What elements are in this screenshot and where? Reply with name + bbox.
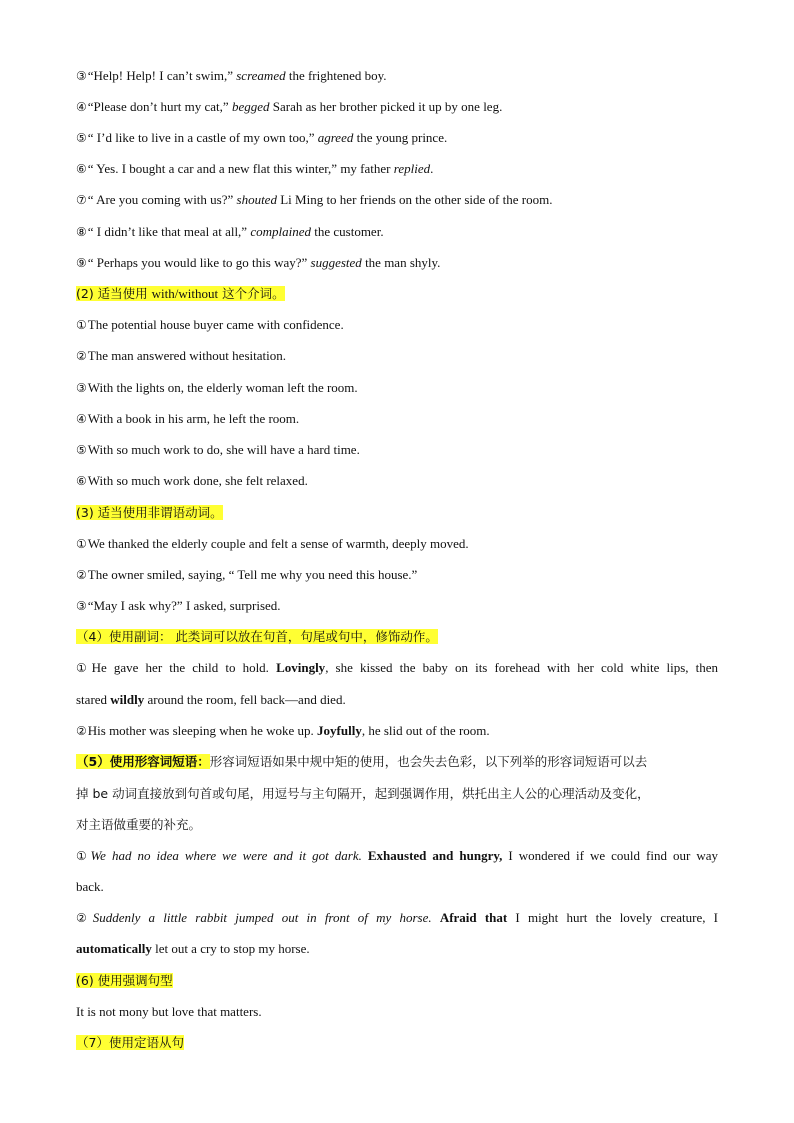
adverb-example-2: ②His mother was sleeping when he woke up. Joyfully, he slid out of the room.	[76, 723, 490, 738]
with-item: ②The man answered without hesitation.	[76, 348, 286, 363]
nonfinite-item: ③“May I ask why?” I asked, surprised.	[76, 598, 281, 613]
adjective-example-1-cont: back.	[76, 879, 104, 894]
dialogue-line: ⑧“ I didn’t like that meal at all,” complained the customer.	[76, 224, 384, 239]
with-item: ④With a book in his arm, he left the room.	[76, 411, 300, 426]
section-heading-6: (6) 使用强调句型	[76, 973, 173, 988]
nonfinite-item: ②The owner smiled, saying, “ Tell me why you need this house.”	[76, 567, 418, 582]
adjective-example-2-cont: automatically let out a cry to stop my horse.	[76, 941, 310, 956]
section-heading-5: （5）使用形容词短语：形容词短语如果中规中矩的使用，也会失去色彩，以下列举的形容词短语可以去	[76, 754, 648, 769]
nonfinite-item: ①We thanked the elderly couple and felt a sense of warmth, deeply moved.	[76, 536, 469, 551]
section-5-text: 对主语做重要的补充。	[76, 817, 202, 832]
section-heading-2: (2) 适当使用 with/without 这个介词。	[76, 286, 285, 301]
dialogue-line: ⑨“ Perhaps you would like to go this way?” suggested the man shyly.	[76, 255, 441, 270]
adverb-example-1-cont: stared wildly around the room, fell back—and died.	[76, 692, 346, 707]
emphasis-example: It is not mony but love that matters.	[76, 1004, 262, 1019]
adverb-example-1: ①He gave her the child to hold. Lovingly, she kissed the baby on its forehead with her cold white lips, then	[76, 660, 718, 675]
dialogue-line: ⑦“ Are you coming with us?” shouted Li Ming to her friends on the other side of the room.	[76, 192, 553, 207]
dialogue-line: ③“Help! Help! I can’t swim,” screamed the frightened boy.	[76, 68, 387, 83]
adjective-example-1: ①We had no idea where we were and it got dark. Exhausted and hungry, I wondered if we could find our way	[76, 848, 718, 863]
with-item: ①The potential house buyer came with confidence.	[76, 317, 344, 332]
section-5-text: 掉 be 动词直接放到句首或句尾，用逗号与主句隔开，起到强调作用，烘托出主人公的心理活动及变化，	[76, 786, 650, 801]
section-heading-3: (3) 适当使用非谓语动词。	[76, 505, 223, 520]
adjective-example-2: ②Suddenly a little rabbit jumped out in front of my horse. Afraid that I might hurt the lovely creature, I	[76, 910, 719, 925]
dialogue-line: ⑤“ I’d like to live in a castle of my own too,” agreed the young prince.	[76, 130, 448, 145]
with-item: ⑤With so much work to do, she will have a hard time.	[76, 442, 360, 457]
section-heading-7: （7）使用定语从句	[76, 1035, 184, 1050]
dialogue-line: ⑥“ Yes. I bought a car and a new flat this winter,” my father replied.	[76, 161, 434, 176]
dialogue-line: ④“Please don’t hurt my cat,” begged Sarah as her brother picked it up by one leg.	[76, 99, 503, 114]
with-item: ⑥With so much work done, she felt relaxed.	[76, 473, 308, 488]
with-item: ③With the lights on, the elderly woman left the room.	[76, 380, 358, 395]
section-heading-4: （4）使用副词： 此类词可以放在句首，句尾或句中，修饰动作。	[76, 629, 438, 644]
